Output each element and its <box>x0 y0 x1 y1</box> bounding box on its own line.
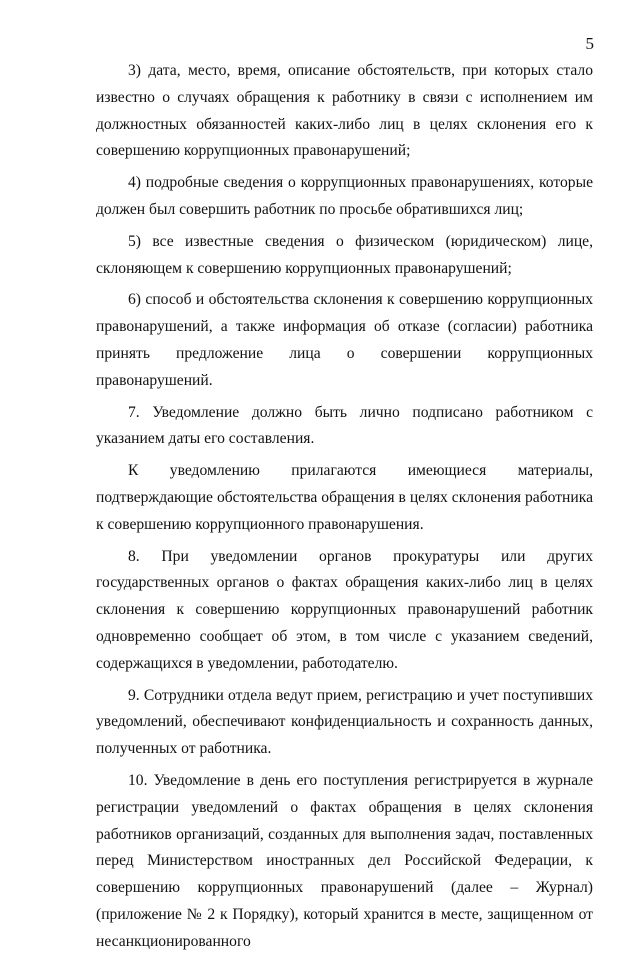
paragraph-clause-9: 9. Сотрудники отдела ведут прием, регистрацию и учет поступивших уведомлений, обеспечивают конфиденциальность и сохранность данных, полученных от работника. <box>96 686 593 758</box>
paragraph-item-4: 4) подробные сведения о коррупционных правонарушениях, которые должен был совершить работник по просьбе обратившихся лиц; <box>96 174 593 218</box>
paragraph-item-3: 3) дата, место, время, описание обстоятельств, при которых стало известно о случаях обращения к работнику в связи с исполнением им должностных обязанностей каких-либо лиц в целях склонения его к совершению коррупционных правонарушений; <box>96 62 593 160</box>
paragraph-attachments: К уведомлению прилагаются имеющиеся материалы, подтверждающие обстоятельства обращения в целях склонения работника к совершению коррупционного правонарушения. <box>96 462 593 533</box>
paragraph-clause-7: 7. Уведомление должно быть лично подписано работником с указанием даты его составления. <box>96 403 593 448</box>
paragraph-item-6: 6) способ и обстоятельства склонения к совершению коррупционных правонарушений, а также информация об отказе (согласии) работника принять предложение лица о совершении коррупционных правонарушений. <box>96 291 593 389</box>
paragraph-item-5: 5) все известные сведения о физическом (юридическом) лице, склоняющем к совершению коррупционных правонарушений; <box>96 232 593 277</box>
paragraph-clause-10: 10. Уведомление в день его поступления регистрируется в журнале регистрации уведомлений о фактах обращения в целях склонения работников организаций, созданных для выполнения задач, поставленных перед Министерством иностранных дел Российской Федерации, к совершению коррупционных правонарушений (далее – Журнал) (приложение № 2 к Порядку), который хранится в месте, защищенном от несанкционированного <box>96 771 593 950</box>
page-number: 5 <box>585 34 594 53</box>
paragraph-clause-8: 8. При уведомлении органов прокуратуры или других государственных органов о фактах обращения каких-либо лиц в целях склонения к совершению коррупционных правонарушений работник одновременно сообщает об этом, в том числе с указанием сведений, содержащихся в уведомлении, работодателю. <box>96 547 593 672</box>
document-body <box>96 58 593 961</box>
